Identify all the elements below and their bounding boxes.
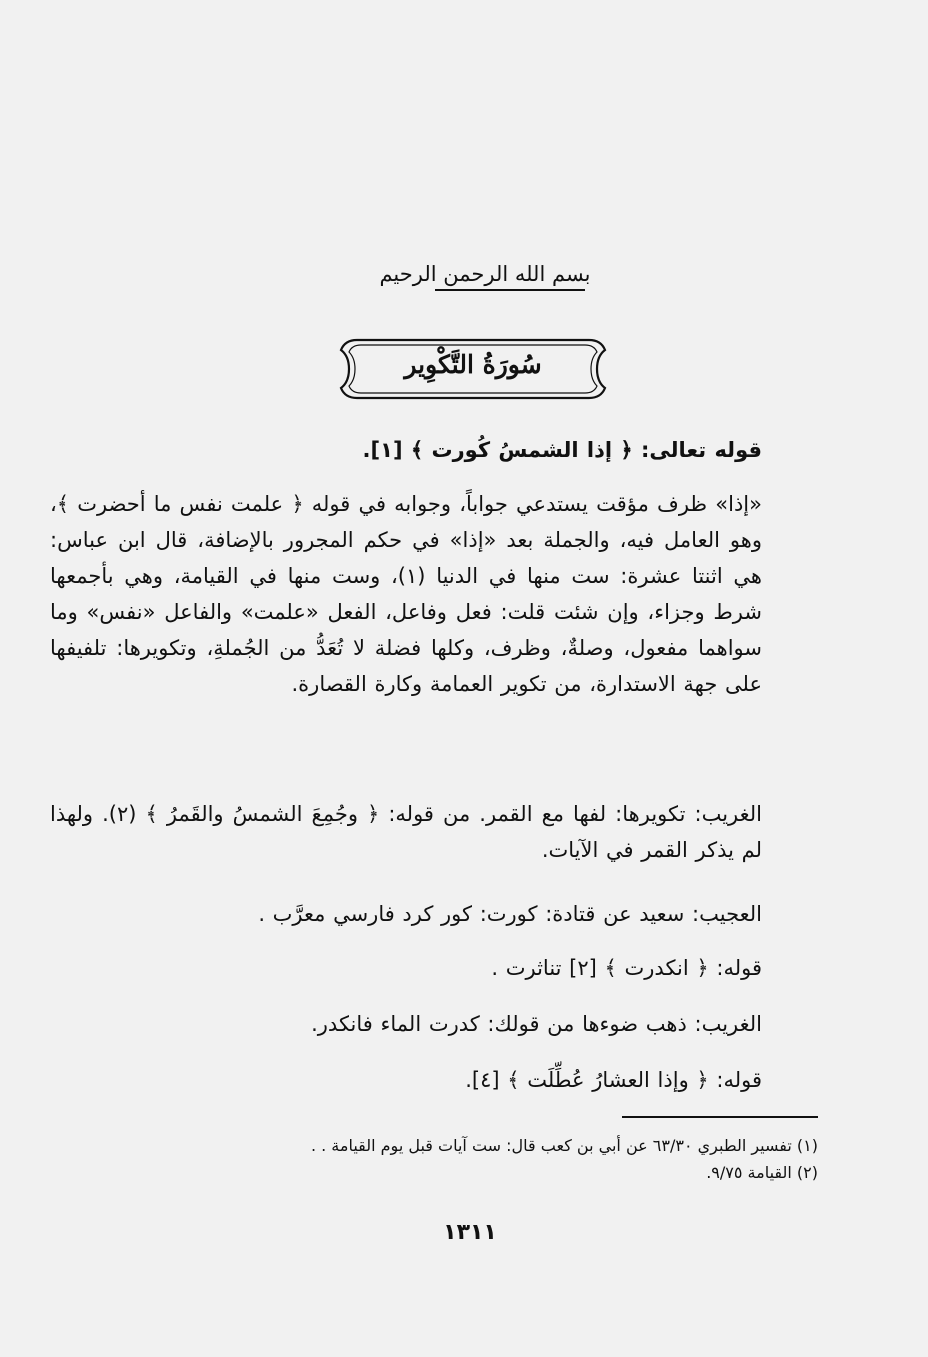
commentary-line-gharib: الغريب: ذهب ضوءها من قولك: كدرت الماء فانكدر.: [311, 1012, 762, 1036]
footnote-2: (٢) القيامة ٩/٧٥.: [706, 1163, 818, 1182]
surah-title: سُورَةُ التَّكْوِير: [404, 350, 542, 379]
footnote-1: (١) تفسير الطبري ٦٣/٣٠ عن أبي بن كعب قال: ست آيات قبل يوم القيامة . .: [310, 1136, 818, 1155]
commentary-paragraph-1: «إذا» ظرف مؤقت يستدعي جواباً، وجوابه في قوله ﴿ علمت نفس ما أحضرت ﴾، وهو العامل فيه، والجملة بعد «إذا» في حكم المجرور بالإضافة، قال ابن عباس: هي اثنتا عشرة: ست منها في الدنيا (١)، وست منها في القيامة، وهي بأجمعها شرط وجزاء، وإن شئت قلت: فعل وفاعل، الفعل «علمت» والفاعل «نفس» وما سواهما مفعول، وصلةٌ، وظرف، وكلها فضلة لا تُعَدُّ من الجُملةِ، وتكويرها: تلفيفها على جهة الاستدارة، من تكوير العمامة وكارة القصارة.: [50, 492, 762, 696]
basmala: بسم الله الرحمن الرحيم: [379, 262, 591, 286]
verse-2-line: قوله: ﴿ انكدرت ﴾ [٢] تناثرت .: [491, 956, 762, 980]
basmala-ornament-line: [435, 289, 585, 291]
page-number: ١٣١١: [443, 1220, 497, 1245]
surah-title-frame: [335, 336, 611, 402]
footnote-divider: [622, 1116, 818, 1118]
commentary-paragraph-2: الغريب: تكويرها: لفها مع القمر. من قوله: ﴿ وجُمِعَ الشمسُ والقَمرُ ﴾ (٢). ولهذا لم يذكر القمر في الآيات.: [50, 802, 762, 862]
verse-4-line: قوله: ﴿ وإذا العشارُ عُطِّلَت ﴾ [٤].: [465, 1068, 762, 1092]
verse-1-heading: قوله تعالى: ﴿ إذا الشمسُ كُورت ﴾ [١].: [362, 438, 762, 462]
footnotes: [106, 1132, 818, 1186]
commentary-line-ajib: العجيب: سعيد عن قتادة: كورت: كور كرد فارسي معرَّب .: [258, 902, 762, 926]
